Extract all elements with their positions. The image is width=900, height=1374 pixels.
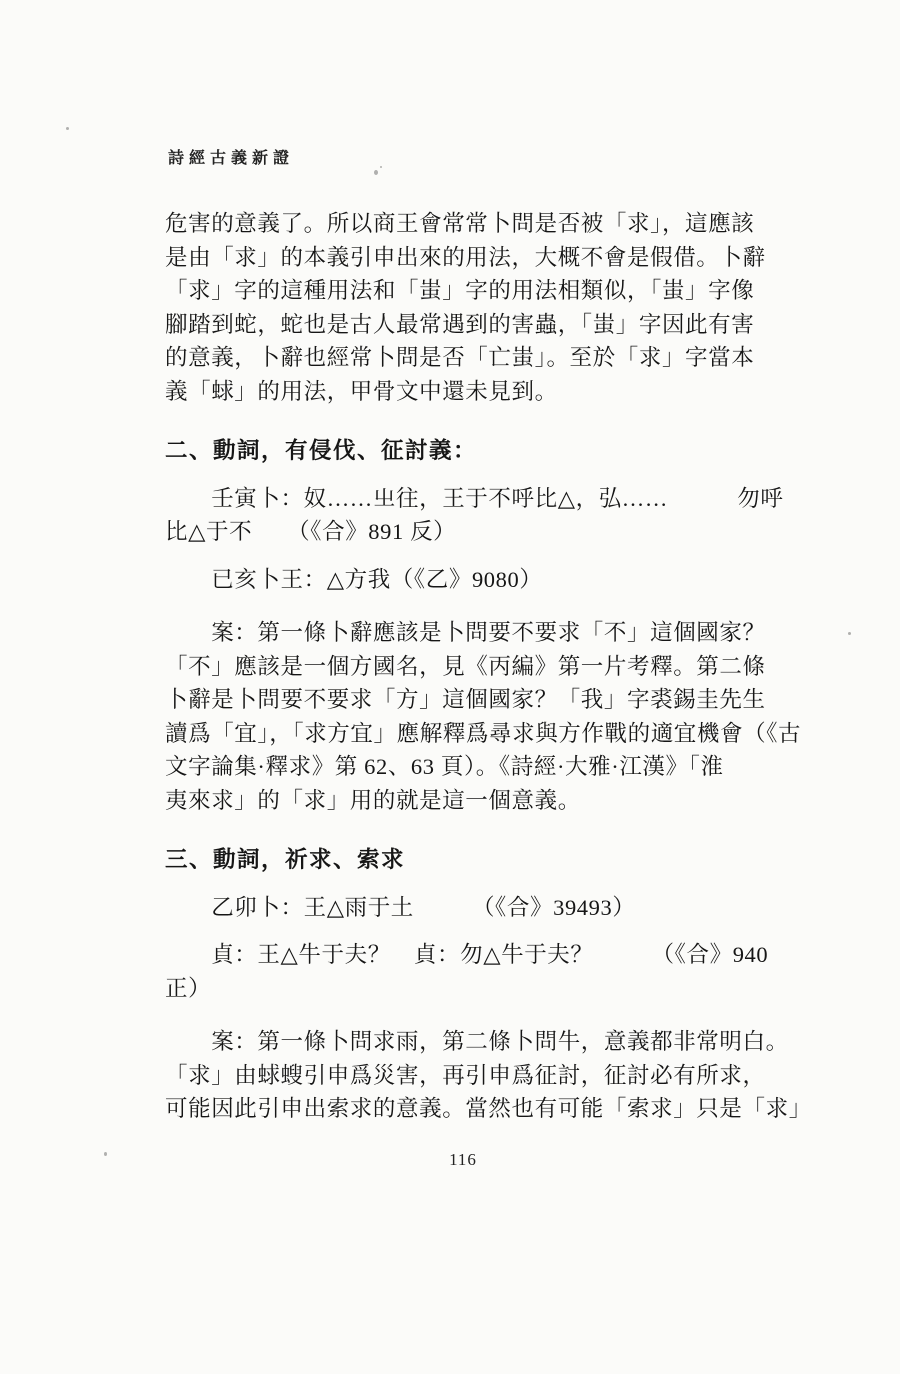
text-line: 已亥卜王：△方我（《乙》9080） bbox=[165, 566, 543, 592]
text-line: 「求」由蛷螋引申爲災害，再引申爲征討，征討必有所求， bbox=[165, 1062, 766, 1088]
text-line: 腳踏到蛇，蛇也是古人最常遇到的害蟲，「蚩」字因此有害 bbox=[165, 311, 755, 337]
text-line: 壬寅卜：奴……㞢往，王于不呼比△，弘…… 勿呼 bbox=[165, 485, 784, 511]
text-line: 文字論集·釋求》第 62、63 頁）。《詩經·大雅·江漢》「淮 bbox=[165, 754, 724, 779]
scan-speck bbox=[848, 632, 851, 635]
text-line: 卜辭是卜問要不要求「方」這個國家？「我」字裘錫圭先生 bbox=[165, 687, 766, 712]
text-line: 「求」字的這種用法和「蚩」字的用法相類似，「蚩」字像 bbox=[165, 278, 755, 303]
text-line: 貞：王△牛于夫？ 貞：勿△牛于夫？ （《合》940 bbox=[165, 942, 769, 967]
text-line: 可能因此引申出索求的意義。當然也有可能「索求」只是「求」 bbox=[165, 1096, 812, 1121]
text-line: 義「蛷」的用法，甲骨文中還未見到。 bbox=[165, 378, 558, 404]
text-line: 危害的意義了。所以商王會常常卜問是否被「求」，這應該 bbox=[165, 211, 755, 236]
text-line: 「不」應該是一個方國名，見《丙編》第一片考釋。第二條 bbox=[165, 653, 766, 679]
text-line: 乙卯卜：王△雨于土 （《合》39493） bbox=[165, 894, 636, 920]
scan-speck bbox=[380, 166, 382, 168]
text-line: 案：第一條卜辭應該是卜問要不要求「不」這個國家？ bbox=[165, 620, 766, 645]
page-number: 116 bbox=[449, 1150, 477, 1169]
text-block bbox=[165, 207, 812, 1126]
section-heading: 三、動詞，祈求、索求 bbox=[165, 847, 406, 872]
section-heading: 二、動詞，有侵伐、征討義： bbox=[165, 438, 478, 463]
text-line: 比△于不 （《合》891 反） bbox=[165, 519, 457, 544]
text-line: 讀爲「宜」，「求方宜」應解釋爲尋求與方作戰的適宜機會（《古 bbox=[165, 720, 802, 746]
text-line: 的意義，卜辭也經常卜問是否「亡蚩」。至於「求」字當本 bbox=[165, 345, 755, 370]
scan-speck bbox=[66, 127, 69, 130]
scan-speck bbox=[104, 1152, 107, 1156]
text-line: 夷來求」的「求」用的就是這一個意義。 bbox=[165, 787, 581, 813]
scan-speck bbox=[374, 170, 378, 175]
text-line: 正） bbox=[165, 975, 212, 1001]
text-line: 案：第一條卜問求雨，第二條卜問牛，意義都非常明白。 bbox=[165, 1029, 789, 1054]
text-line: 是由「求」的本義引申出來的用法，大概不會是假借。卜辭 bbox=[165, 244, 766, 270]
running-title: 詩經古義新證 bbox=[168, 150, 295, 167]
